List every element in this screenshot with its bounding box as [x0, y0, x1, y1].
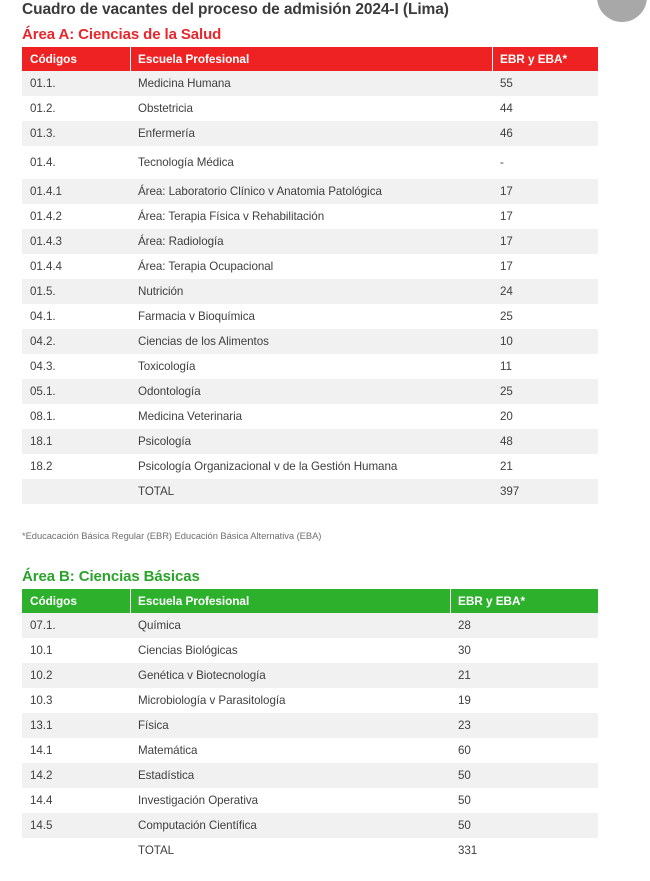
cell-codigo: 10.1 [22, 638, 130, 663]
vacancies-table-area-a [22, 47, 598, 504]
table-header-row [22, 47, 598, 71]
footnote-ebr-eba: *Educacación Básica Regular (EBR) Educación Básica Alternativa (EBA) [22, 530, 322, 541]
cell-ebr-eba-value: 17 [492, 254, 598, 279]
table-row [22, 763, 598, 788]
cell-codigo: 14.5 [22, 813, 130, 838]
cell-escuela-profesional: Ciencias Biológicas [130, 638, 450, 663]
section-title-area-b: Área B: Ciencias Básicas [22, 568, 200, 585]
vacancies-table-area-b [22, 589, 598, 863]
cell-codigo: 01.4.4 [22, 254, 130, 279]
table-row [22, 71, 598, 96]
cell-escuela-profesional: Obstetricia [130, 96, 492, 121]
cell-ebr-eba-value: 23 [450, 713, 598, 738]
table-row [22, 429, 598, 454]
table-row [22, 304, 598, 329]
cell-ebr-eba-value: 50 [450, 813, 598, 838]
cell-ebr-eba-value: 44 [492, 96, 598, 121]
cell-codigo: 13.1 [22, 713, 130, 738]
table-row [22, 688, 598, 713]
section-title-area-a: Área A: Ciencias de la Salud [22, 26, 222, 43]
cell-ebr-eba-value: 24 [492, 279, 598, 304]
cell-ebr-eba-value: 25 [492, 379, 598, 404]
table-row [22, 479, 598, 504]
cell-codigo: 18.1 [22, 429, 130, 454]
table-row [22, 713, 598, 738]
cell-ebr-eba-value: 21 [450, 663, 598, 688]
cell-codigo: 14.4 [22, 788, 130, 813]
section-area-a [22, 26, 598, 504]
section-area-b [22, 568, 598, 863]
column-header-ebr-eba: EBR y EBA* [492, 47, 598, 71]
cell-codigo: 04.3. [22, 354, 130, 379]
table-body-area-a [22, 71, 598, 504]
cell-ebr-eba-value: 25 [492, 304, 598, 329]
cell-ebr-eba-value: 55 [492, 71, 598, 96]
cell-escuela-profesional: Área: Laboratorio Clínico v Anatomia Patológica [130, 179, 492, 204]
cell-codigo: 01.4.1 [22, 179, 130, 204]
cell-codigo: 05.1. [22, 379, 130, 404]
table-row [22, 329, 598, 354]
cell-ebr-eba-value: 60 [450, 738, 598, 763]
column-header-ebr-eba: EBR y EBA* [450, 589, 598, 613]
table-row [22, 254, 598, 279]
cell-escuela-profesional: Psicología [130, 429, 492, 454]
cell-codigo: 01.5. [22, 279, 130, 304]
cell-ebr-eba-value: 331 [450, 838, 598, 863]
cell-escuela-profesional: Odontología [130, 379, 492, 404]
cell-codigo: 01.4. [22, 146, 130, 179]
cell-escuela-profesional: Enfermería [130, 121, 492, 146]
cell-escuela-profesional: Medicina Veterinaria [130, 404, 492, 429]
cell-escuela-profesional: Estadística [130, 763, 450, 788]
table-header-row [22, 589, 598, 613]
cell-escuela-profesional: Ciencias de los Alimentos [130, 329, 492, 354]
cell-ebr-eba-value: 17 [492, 204, 598, 229]
cell-codigo: 04.1. [22, 304, 130, 329]
column-header-codigos: Códigos [22, 47, 130, 71]
table-row [22, 96, 598, 121]
cell-codigo: 14.2 [22, 763, 130, 788]
cell-ebr-eba-value: 10 [492, 329, 598, 354]
corner-circle-decoration [597, 0, 647, 22]
table-row [22, 354, 598, 379]
cell-escuela-profesional: Tecnología Médica [130, 146, 492, 179]
cell-escuela-profesional: Nutrición [130, 279, 492, 304]
table-row [22, 638, 598, 663]
table-row [22, 788, 598, 813]
cell-codigo: 07.1. [22, 613, 130, 638]
cell-ebr-eba-value: 30 [450, 638, 598, 663]
column-header-codigos: Códigos [22, 589, 130, 613]
table-row [22, 379, 598, 404]
cell-codigo: 10.2 [22, 663, 130, 688]
table-row [22, 813, 598, 838]
table-row [22, 404, 598, 429]
column-header-escuela-profesional: Escuela Profesional [130, 47, 492, 71]
cell-escuela-profesional: Farmacia v Bioquímica [130, 304, 492, 329]
cell-ebr-eba-value: 50 [450, 763, 598, 788]
cell-ebr-eba-value: 50 [450, 788, 598, 813]
cell-escuela-profesional: Computación Científica [130, 813, 450, 838]
table-row [22, 204, 598, 229]
cell-escuela-profesional: Matemática [130, 738, 450, 763]
cell-codigo [22, 479, 130, 504]
cell-escuela-profesional: Área: Terapia Física v Rehabilitación [130, 204, 492, 229]
table-row [22, 279, 598, 304]
cell-ebr-eba-value: 20 [492, 404, 598, 429]
cell-escuela-profesional: Toxicología [130, 354, 492, 379]
table-row [22, 229, 598, 254]
cell-ebr-eba-value: - [492, 146, 598, 179]
cell-codigo: 01.4.2 [22, 204, 130, 229]
cell-ebr-eba-value: 28 [450, 613, 598, 638]
cell-ebr-eba-value: 17 [492, 229, 598, 254]
cell-ebr-eba-value: 46 [492, 121, 598, 146]
cell-ebr-eba-value: 19 [450, 688, 598, 713]
cell-escuela-profesional: Microbiología v Parasitología [130, 688, 450, 713]
cell-escuela-profesional: Física [130, 713, 450, 738]
cell-ebr-eba-value: 397 [492, 479, 598, 504]
cell-codigo: 10.3 [22, 688, 130, 713]
cell-codigo: 01.2. [22, 96, 130, 121]
cell-codigo: 01.3. [22, 121, 130, 146]
page-title: Cuadro de vacantes del proceso de admisión 2024-I (Lima) [22, 1, 449, 18]
cell-escuela-profesional: TOTAL [130, 838, 450, 863]
table-row [22, 613, 598, 638]
cell-codigo: 18.2 [22, 454, 130, 479]
cell-ebr-eba-value: 48 [492, 429, 598, 454]
cell-codigo: 01.4.3 [22, 229, 130, 254]
cell-codigo: 08.1. [22, 404, 130, 429]
cell-codigo [22, 838, 130, 863]
table-row [22, 146, 598, 179]
table-row [22, 838, 598, 863]
cell-escuela-profesional: Química [130, 613, 450, 638]
table-row [22, 179, 598, 204]
table-row [22, 454, 598, 479]
cell-escuela-profesional: Investigación Operativa [130, 788, 450, 813]
column-header-escuela-profesional: Escuela Profesional [130, 589, 450, 613]
table-row [22, 663, 598, 688]
cell-ebr-eba-value: 17 [492, 179, 598, 204]
table-row [22, 121, 598, 146]
table-body-area-b [22, 613, 598, 863]
cell-codigo: 14.1 [22, 738, 130, 763]
cell-ebr-eba-value: 21 [492, 454, 598, 479]
cell-ebr-eba-value: 11 [492, 354, 598, 379]
cell-escuela-profesional: Genética v Biotecnología [130, 663, 450, 688]
cell-escuela-profesional: TOTAL [130, 479, 492, 504]
table-row [22, 738, 598, 763]
cell-escuela-profesional: Área: Radiología [130, 229, 492, 254]
cell-escuela-profesional: Área: Terapia Ocupacional [130, 254, 492, 279]
cell-escuela-profesional: Psicología Organizacional v de la Gestión Humana [130, 454, 492, 479]
cell-codigo: 04.2. [22, 329, 130, 354]
cell-codigo: 01.1. [22, 71, 130, 96]
cell-escuela-profesional: Medicina Humana [130, 71, 492, 96]
